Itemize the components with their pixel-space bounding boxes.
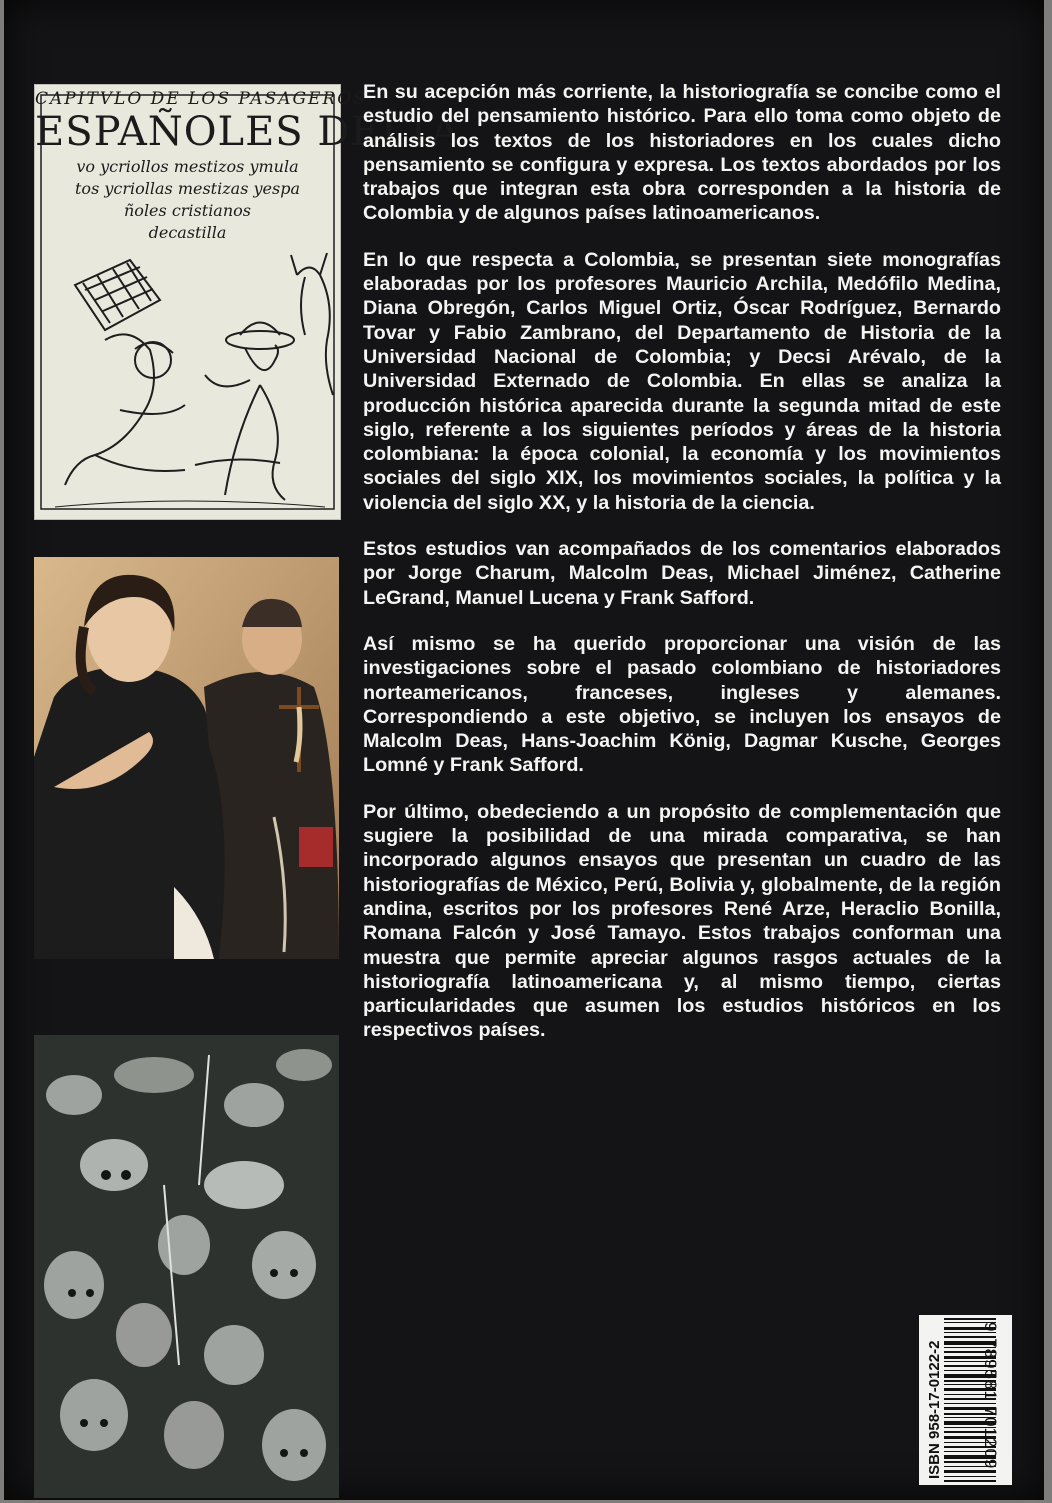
- paragraph-5: Por último, obedeciendo a un propósito de complementación que sugiere la posibilidad de una mirada comparativa, se han incorporado algunos ensayos que presentan un cuadro de las historiografías de México, Perú, Bolivia y, globalmente, de la región andina, escritos por los profesores René Arze, Heraclio Bonilla, Romana Falcón y José Tamayo. Estos trabajos conforman una muestra que permite apreciar algunos rasgos actuales de la historiografía latinoamericana y, al mismo tiempo, ciertas particularidades que asumen los estudios históricos en los respectivos países.: [363, 800, 1001, 1042]
- paragraph-4: Así mismo se ha querido proporcionar una visión de las investigaciones sobre el pasado colombiano de historiadores norteamericanos, franceses, ingleses y alemanes. Correspondiendo a este objetivo, se incluyen los ensayos de Malcolm Deas, Hans-Joachim König, Dagmar Kusche, Georges Lomné y Frank Safford.: [363, 632, 1001, 777]
- paragraph-3: Estos estudios van acompañados de los comentarios elaborados por Jorge Charum, Malcolm Deas, Michael Jiménez, Catherine LeGrand, Manuel Lucena y Frank Safford.: [363, 538, 1001, 609]
- codex-caption-line-3: vo ycriollos mestizos ymula: [76, 157, 299, 176]
- colonial-painting: [34, 557, 339, 959]
- crowd-photograph: [34, 1035, 339, 1498]
- crowd-image: [34, 1035, 339, 1498]
- codex-caption-line-2: ESPAÑOLES DELTA: [35, 109, 461, 155]
- codex-drawing: [35, 245, 340, 519]
- codex-caption-line-1: CAPITVLO DE LOS PASAGEROS: [35, 89, 367, 109]
- paragraph-2: En lo que respecta a Colombia, se presentan siete monografías elaboradas por los profesores Mauricio Archila, Medófilo Medina, Diana Obregón, Carlos Miguel Ortiz, Óscar Rodríguez, Bernardo Tovar y Fabio Zambrano, del Departamento de Historia de la Universidad Nacional de Colombia; y Decsi Arévalo, de la Universidad Externado de Colombia. En ellas se analiza la producción histórica aparecida durante la segunda mitad de este siglo, referente a los siguientes períodos y áreas de la historia colombiana: la época colonial, la economía y los movimientos sociales del siglo XIX, los movimientos sociales, la política y la violencia del siglo XX, y la historia de la ciencia.: [363, 248, 1001, 514]
- codex-caption-line-5: ñoles cristianos: [124, 201, 251, 220]
- codex-caption-line-4: tos ycriollas mestizas yespa: [75, 179, 300, 198]
- isbn-number: ISBN 958-17-0122-2: [926, 1340, 943, 1479]
- back-cover-text: [363, 80, 1001, 1065]
- painting-image: [34, 557, 339, 959]
- ean-digits: 9 789581 701209: [981, 1322, 1000, 1470]
- codex-illustration: [34, 84, 461, 520]
- paragraph-1: En su acepción más corriente, la historiografía se concibe como el estudio del pensamiento histórico. Para ello toma como objeto de análisis los textos de los historiadores en los cuales dicho pensamiento se configura y expresa. Los textos abordados por los trabajos que integran esta obra corresponden a la historia de Colombia y de algunos países latinoamericanos.: [363, 81, 1001, 225]
- codex-caption-line-6: decastilla: [148, 223, 227, 242]
